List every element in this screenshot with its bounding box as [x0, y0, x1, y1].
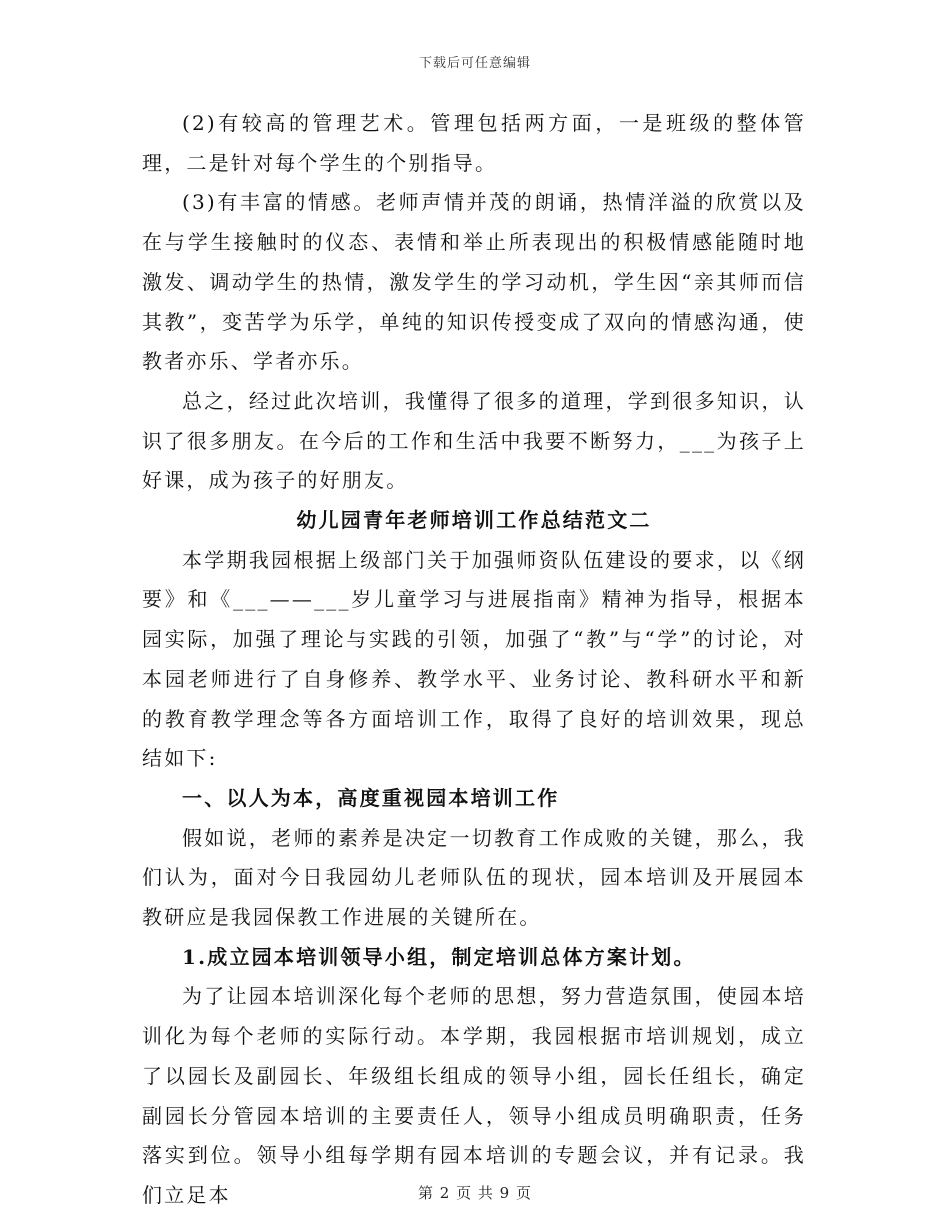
section-title: 幼儿园青年老师培训工作总结范文二 — [296, 508, 652, 533]
page-header: 下载后可任意编辑 — [418, 56, 531, 71]
paragraph-intro: 本学期我园根据上级部门关于加强师资队伍建设的要求，以《纲要》和《___——___岁儿童学习与进展指南》精神为指导，根据本园实际，加强了理论与实践的引领，加强了“教”与“学”的讨论，对本园老师进行了自身修养、教学水平、业务讨论、教科研水平和新的教育教学理念等各方面培训工作，取得了良好的培训效果，现总结如下: — [142, 547, 806, 771]
paragraph-teacher-quality: 假如说，老师的素养是决定一切教育工作成败的关键，那么，我们认为，面对今日我园幼儿老师队伍的现状，园本培训及开展园本教研应是我园保教工作进展的关键所在。 — [142, 825, 806, 930]
paragraph-leadership-detail: 为了让园本培训深化每个老师的思想，努力营造氛围，使园本培训化为每个老师的实际行动。本学期，我园根据市培训规划，成立了以园长及副园长、年级组长组成的领导小组，园长任组长，确定副园长分管园本培训的主要责任人，领导小组成员明确职责，任务落实到位。领导小组每学期有园本培训的专题会议，并有记录。我们立足本 — [142, 984, 806, 1207]
paragraph-management-art: (2)有较高的管理艺术。管理包括两方面，一是班级的整体管理，二是针对每个学生的个别指导。 — [142, 111, 806, 175]
paragraph-summary: 总之，经过此次培训，我懂得了很多的道理，学到很多知识，认识了很多朋友。在今后的工作和生活中我要不断努力，___为孩子上好课，成为孩子的好朋友。 — [142, 388, 806, 493]
document-body — [142, 104, 806, 1216]
paragraph-emotion: (3)有丰富的情感。老师声情并茂的朗诵，热情洋溢的欣赏以及在与学生接触时的仪态、表情和举止所表现出的积极情感能随时地激发、调动学生的热情，激发学生的学习动机，学生因“亲其师而信其教”，变苦学为乐学，单纯的知识传授变成了双向的情感沟通，使教者亦乐、学者亦乐。 — [142, 190, 806, 374]
heading-people-oriented: 一、以人为本，高度重视园本培训工作 — [182, 785, 560, 810]
heading-leadership-group: 1.成立园本培训领导小组，制定培训总体方案计划。 — [182, 944, 696, 969]
page-footer: 第 2 页 共 9 页 — [418, 1184, 532, 1202]
